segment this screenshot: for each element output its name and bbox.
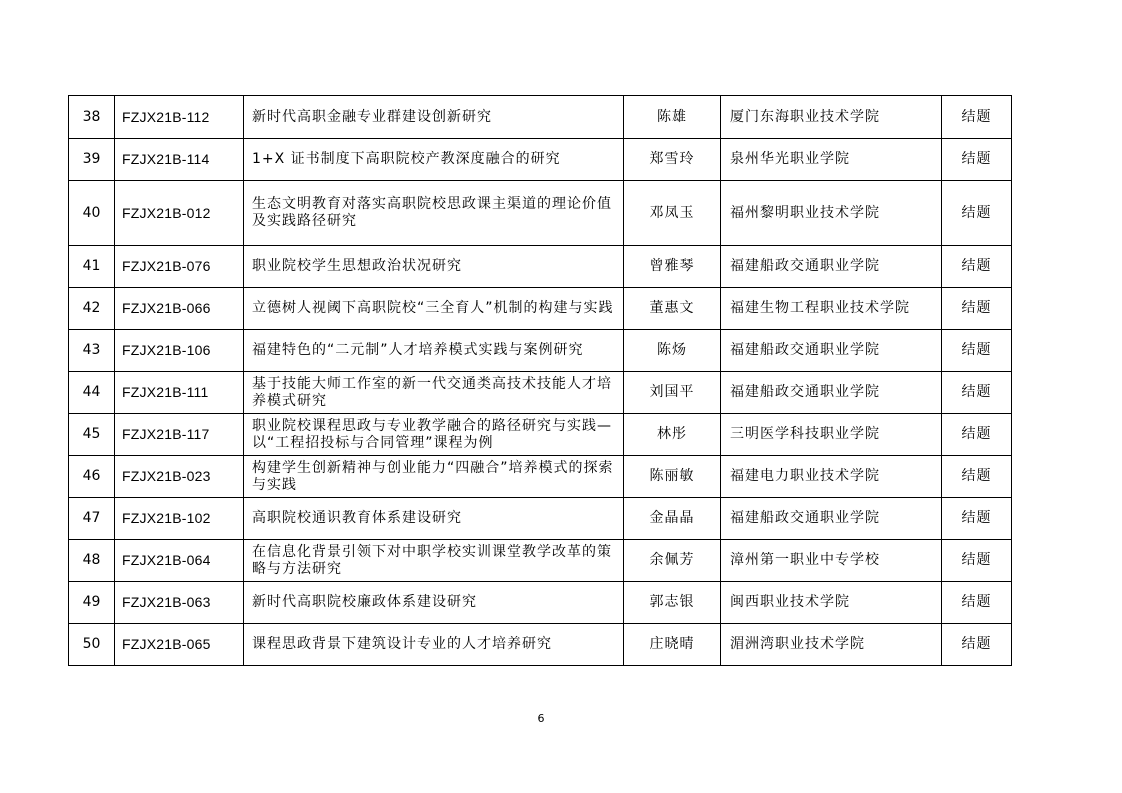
project-leader: 庄晓晴: [624, 624, 721, 666]
project-leader: 邓凤玉: [624, 181, 721, 246]
project-title: 构建学生创新精神与创业能力“四融合”培养模式的探索与实践: [244, 456, 624, 498]
row-number: 46: [69, 456, 115, 498]
project-code: FZJX21B-023: [115, 456, 244, 498]
status: 结题: [942, 330, 1012, 372]
project-leader: 郑雪玲: [624, 139, 721, 181]
row-number: 39: [69, 139, 115, 181]
status: 结题: [942, 181, 1012, 246]
status: 结题: [942, 498, 1012, 540]
project-title: 在信息化背景引领下对中职学校实训课堂教学改革的策略与方法研究: [244, 540, 624, 582]
row-number: 41: [69, 246, 115, 288]
project-code: FZJX21B-064: [115, 540, 244, 582]
status: 结题: [942, 372, 1012, 414]
project-code: FZJX21B-114: [115, 139, 244, 181]
project-title: 课程思政背景下建筑设计专业的人才培养研究: [244, 624, 624, 666]
row-number: 49: [69, 582, 115, 624]
project-code: FZJX21B-076: [115, 246, 244, 288]
table-row: [69, 330, 1012, 372]
project-leader: 陈丽敏: [624, 456, 721, 498]
project-title: 基于技能大师工作室的新一代交通类高技术技能人才培养模式研究: [244, 372, 624, 414]
table-row: [69, 96, 1012, 139]
row-number: 40: [69, 181, 115, 246]
project-title: 高职院校通识教育体系建设研究: [244, 498, 624, 540]
project-leader: 刘国平: [624, 372, 721, 414]
table-row: [69, 139, 1012, 181]
status: 结题: [942, 540, 1012, 582]
table-row: [69, 456, 1012, 498]
project-table: [68, 95, 1012, 666]
table-row: [69, 414, 1012, 456]
project-leader: 郭志银: [624, 582, 721, 624]
table-row: [69, 181, 1012, 246]
status: 结题: [942, 624, 1012, 666]
status: 结题: [942, 139, 1012, 181]
table-row: [69, 540, 1012, 582]
project-code: FZJX21B-117: [115, 414, 244, 456]
table-row: [69, 582, 1012, 624]
project-title: 新时代高职金融专业群建设创新研究: [244, 96, 624, 139]
institution: 福建船政交通职业学院: [721, 330, 942, 372]
status: 结题: [942, 288, 1012, 330]
table-row: [69, 246, 1012, 288]
row-number: 47: [69, 498, 115, 540]
institution: 厦门东海职业技术学院: [721, 96, 942, 139]
institution: 福建生物工程职业技术学院: [721, 288, 942, 330]
table-row: [69, 624, 1012, 666]
project-title: 生态文明教育对落实高职院校思政课主渠道的理论价值及实践路径研究: [244, 181, 624, 246]
institution: 福建船政交通职业学院: [721, 372, 942, 414]
row-number: 45: [69, 414, 115, 456]
project-code: FZJX21B-106: [115, 330, 244, 372]
row-number: 44: [69, 372, 115, 414]
project-table-body: [69, 96, 1012, 666]
project-title: 立德树人视阈下高职院校“三全育人”机制的构建与实践: [244, 288, 624, 330]
project-code: FZJX21B-063: [115, 582, 244, 624]
table-row: [69, 288, 1012, 330]
project-title: 职业院校课程思政与专业教学融合的路径研究与实践—以“工程招投标与合同管理”课程为例: [244, 414, 624, 456]
status: 结题: [942, 582, 1012, 624]
institution: 漳州第一职业中专学校: [721, 540, 942, 582]
project-title: 1+X 证书制度下高职院校产教深度融合的研究: [244, 139, 624, 181]
row-number: 48: [69, 540, 115, 582]
status: 结题: [942, 414, 1012, 456]
institution: 福建电力职业技术学院: [721, 456, 942, 498]
institution: 湄洲湾职业技术学院: [721, 624, 942, 666]
project-leader: 陈雄: [624, 96, 721, 139]
institution: 闽西职业技术学院: [721, 582, 942, 624]
institution: 福建船政交通职业学院: [721, 246, 942, 288]
row-number: 42: [69, 288, 115, 330]
project-leader: 林彤: [624, 414, 721, 456]
project-leader: 陈炀: [624, 330, 721, 372]
project-code: FZJX21B-065: [115, 624, 244, 666]
institution: 福建船政交通职业学院: [721, 498, 942, 540]
row-number: 43: [69, 330, 115, 372]
institution: 泉州华光职业学院: [721, 139, 942, 181]
table-row: [69, 498, 1012, 540]
status: 结题: [942, 246, 1012, 288]
row-number: 50: [69, 624, 115, 666]
project-leader: 余佩芳: [624, 540, 721, 582]
project-title: 福建特色的“二元制”人才培养模式实践与案例研究: [244, 330, 624, 372]
project-leader: 金晶晶: [624, 498, 721, 540]
institution: 福州黎明职业技术学院: [721, 181, 942, 246]
status: 结题: [942, 96, 1012, 139]
project-leader: 曾雅琴: [624, 246, 721, 288]
project-code: FZJX21B-102: [115, 498, 244, 540]
institution: 三明医学科技职业学院: [721, 414, 942, 456]
page-number: 6: [537, 712, 545, 725]
project-leader: 董惠文: [624, 288, 721, 330]
project-code: FZJX21B-066: [115, 288, 244, 330]
project-title: 职业院校学生思想政治状况研究: [244, 246, 624, 288]
project-code: FZJX21B-112: [115, 96, 244, 139]
status: 结题: [942, 456, 1012, 498]
project-code: FZJX21B-111: [115, 372, 244, 414]
table-row: [69, 372, 1012, 414]
project-title: 新时代高职院校廉政体系建设研究: [244, 582, 624, 624]
row-number: 38: [69, 96, 115, 139]
project-code: FZJX21B-012: [115, 181, 244, 246]
